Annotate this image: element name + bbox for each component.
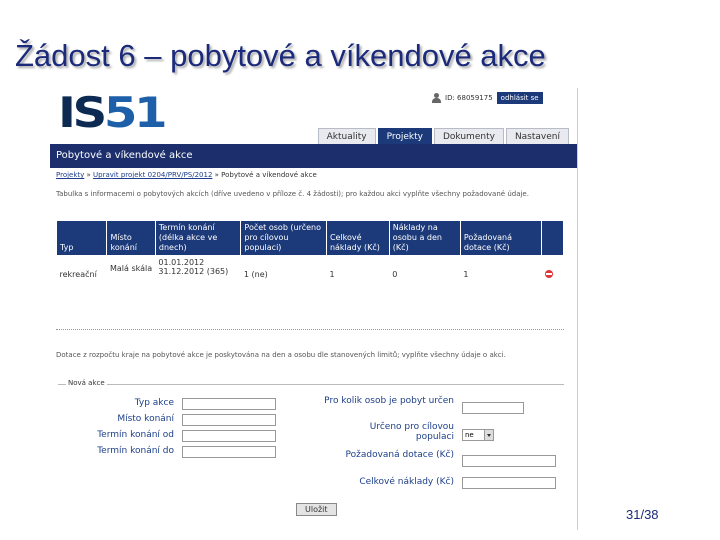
tab-projekty[interactable]: Projekty — [378, 128, 432, 145]
main-tabs — [318, 128, 569, 145]
chevron-down-icon — [484, 430, 493, 440]
section-divider — [56, 329, 564, 330]
tab-dokumenty[interactable]: Dokumenty — [434, 128, 504, 145]
table-row — [57, 256, 564, 283]
cell-dotace: 1 — [463, 270, 469, 279]
label-termin-od: Termín konání od — [97, 430, 174, 440]
cell-pocet: 1 (ne) — [243, 270, 268, 279]
logo-accent: 51 — [103, 88, 165, 137]
logout-button[interactable]: odhlásit se — [497, 92, 543, 104]
col-dotace: Požadovaná dotace (Kč) — [460, 221, 541, 256]
label-pocet-osob: Pro kolik osob je pobyt určen — [324, 396, 454, 406]
breadcrumb: Projekty » Upravit projekt 0204/PRV/PS/2012 » Pobytové a víkendové akce — [56, 171, 317, 179]
col-typ: Typ — [57, 221, 107, 256]
label-typ-akce: Typ akce — [134, 398, 174, 408]
cell-misto: Malá skála — [109, 264, 153, 273]
logo-main: IS — [58, 88, 104, 137]
label-celkove-naklady: Celkové náklady (Kč) — [359, 477, 454, 487]
cell-celkove: 1 — [329, 270, 335, 279]
label-misto-konani: Místo konání — [117, 414, 174, 424]
is51-logo — [58, 88, 165, 137]
cell-termin: 01.01.2012 31.12.2012 (365) — [158, 258, 229, 276]
page-number: 31/38 — [626, 507, 659, 522]
col-naklady: Náklady na osobu a den (Kč) — [389, 221, 460, 256]
col-pocet: Počet osob (určeno pro cílovou populaci) — [241, 221, 327, 256]
remove-icon[interactable] — [545, 270, 553, 278]
tab-aktuality[interactable]: Aktuality — [318, 128, 376, 145]
actions-table — [56, 220, 564, 282]
misto-konani-input[interactable] — [182, 414, 276, 426]
user-bar — [432, 92, 543, 104]
cilova-populace-value: ne — [465, 431, 474, 439]
table-header-row — [57, 221, 564, 256]
col-celkove: Celkové náklady (Kč) — [326, 221, 389, 256]
label-cilova-populace: Určeno pro cílovou populaci — [369, 422, 454, 442]
save-button[interactable]: Uložit — [296, 503, 337, 516]
cilova-populace-select[interactable] — [462, 429, 494, 441]
cell-typ: rekreační — [59, 270, 97, 279]
user-id: ID: 68059175 — [445, 94, 493, 102]
page-title: Pobytové a víkendové akce — [56, 150, 193, 161]
cell-naklady: 0 — [392, 270, 398, 279]
breadcrumb-projekty[interactable]: Projekty — [56, 171, 85, 179]
page-header — [50, 144, 577, 168]
info-note-top: Tabulka s informacemi o pobytových akcích (dříve uvedeno v příloze č. 4 žádosti); pro každou akci vyplňte všechny požadované údaje. — [56, 190, 529, 198]
col-actions — [542, 221, 564, 256]
col-misto: Místo konání — [107, 221, 155, 256]
tab-nastaveni[interactable]: Nastavení — [506, 128, 569, 145]
user-icon — [432, 93, 441, 104]
app-screenshot — [50, 88, 578, 530]
label-pozadovana-dotace: Požadovaná dotace (Kč) — [345, 450, 454, 460]
pocet-osob-input[interactable] — [462, 402, 524, 414]
col-termin: Termín konání (délka akce ve dnech) — [155, 221, 241, 256]
termin-od-input[interactable] — [182, 430, 276, 442]
termin-do-input[interactable] — [182, 446, 276, 458]
pozadovana-dotace-input[interactable] — [462, 455, 556, 467]
celkove-naklady-input[interactable] — [462, 477, 556, 489]
form-legend: Nová akce — [68, 379, 105, 387]
slide-title: Žádost 6 – pobytové a víkendové akce — [15, 38, 546, 73]
typ-akce-input[interactable] — [182, 398, 276, 410]
cell-remove — [542, 256, 564, 283]
breadcrumb-project[interactable]: Upravit projekt 0204/PRV/PS/2012 — [93, 171, 213, 179]
info-note-bottom: Dotace z rozpočtu kraje na pobytové akce je poskytována na den a osobu dle stanovených limitů; vyplňte všechny údaje o akci. — [56, 351, 506, 359]
breadcrumb-current: Pobytové a víkendové akce — [221, 171, 317, 179]
label-termin-do: Termín konání do — [97, 446, 174, 456]
